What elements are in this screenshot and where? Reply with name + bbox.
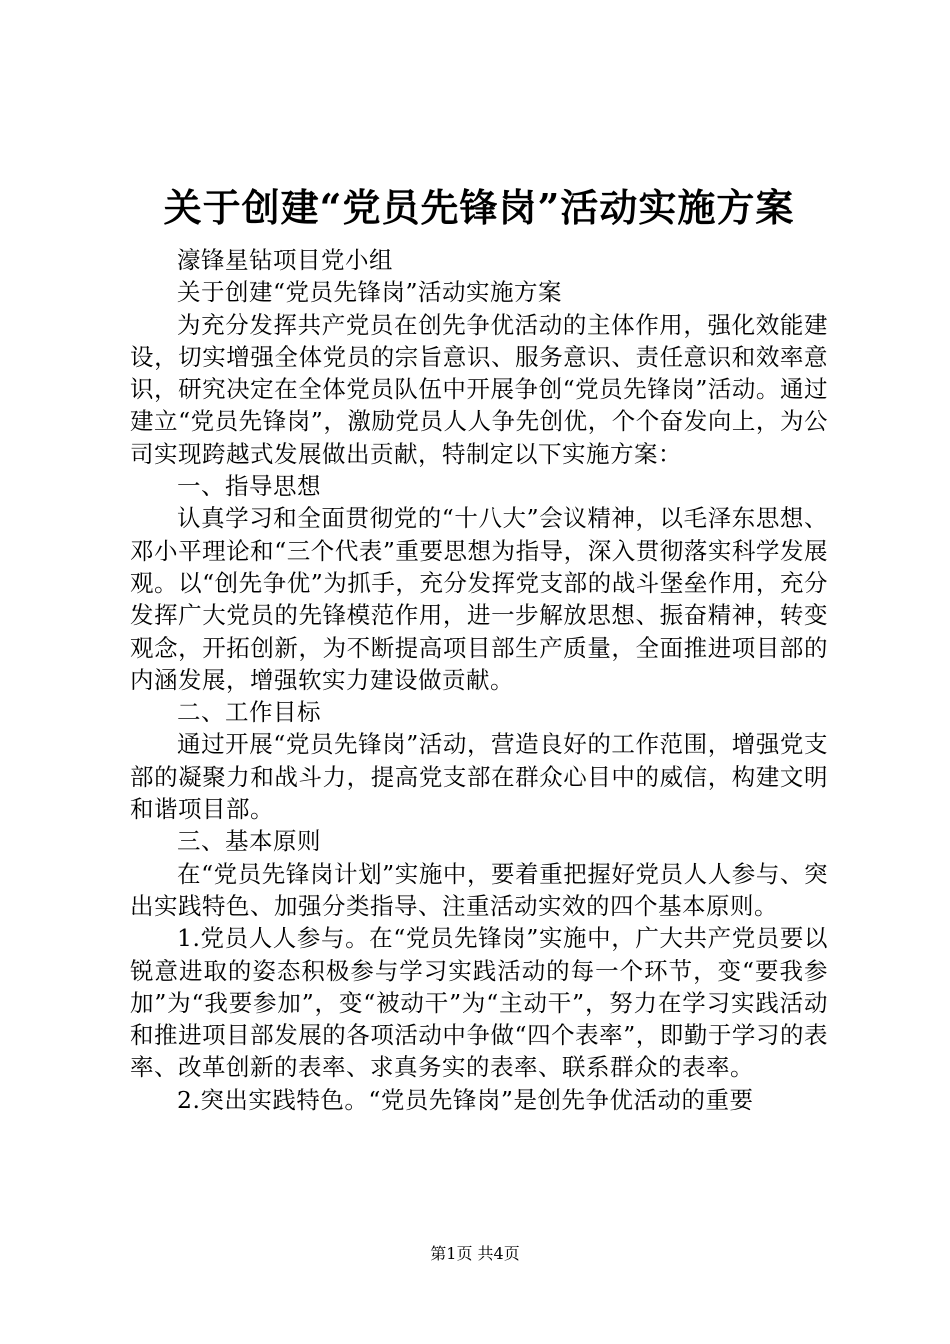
paragraph-intro: 为充分发挥共产党员在创先争优活动的主体作用，强化效能建设，切实增强全体党员的宗旨意识、服务意识、责任意识和效率意识，研究决定在全体党员队伍中开展争创“党员先锋岗”活动。通过建立“党员先锋岗”，激励党员人人争先创优，个个奋发向上，为公司实现跨越式发展做出贡献，特制定以下实施方案：: [130, 310, 828, 468]
section-heading-guiding-ideology: 一、指导思想: [177, 472, 321, 501]
paragraph-basic-principles: 在“党员先锋岗计划”实施中，要着重把握好党员人人参与、突出实践特色、加强分类指导、注重活动实效的四个基本原则。: [130, 859, 828, 920]
paragraph-party-group: 濠锋星钻项目党小组: [177, 246, 393, 274]
paragraph-guiding-ideology: 认真学习和全面贯彻党的“十八大”会议精神，以毛泽东思想、邓小平理论和“三个代表”重要思想为指导，深入贯彻落实科学发展观。以“创先争优”为抓手，充分发挥党支部的战斗堡垒作用，充分发挥广大党员的先锋模范作用，进一步解放思想、振奋精神，转变观念，开拓创新，为不断提高项目部生产质量，全面推进项目部的内涵发展，增强软实力建设做贡献。: [130, 504, 828, 694]
section-heading-basic-principles: 三、基本原则: [177, 827, 321, 856]
document-body: [130, 180, 828, 1116]
page-number-footer: 第1页 共4页: [430, 1244, 520, 1263]
paragraph-principle-1: 1.党员人人参与。在“党员先锋岗”实施中，广大共产党员要以锐意进取的姿态积极参与学习实践活动的每一个环节，变“要我参加”为“我要参加”，变“被动干”为“主动干”，努力在学习实践活动和推进项目部发展的各项活动中争做“四个表率”，即勤于学习的表率、改革创新的表率、求真务实的表率、联系群众的表率。: [130, 924, 828, 1082]
document-title: 关于创建“党员先锋岗”活动实施方案: [163, 185, 795, 230]
paragraph-subtitle: 关于创建“党员先锋岗”活动实施方案: [177, 278, 563, 307]
section-heading-work-goals: 二、工作目标: [177, 698, 321, 727]
paragraph-principle-2: 2.突出实践特色。“党员先锋岗”是创先争优活动的重要: [177, 1085, 754, 1114]
paragraph-work-goals: 通过开展“党员先锋岗”活动，营造良好的工作范围，增强党支部的凝聚力和战斗力，提高党支部在群众心目中的威信，构建文明和谐项目部。: [130, 730, 828, 824]
